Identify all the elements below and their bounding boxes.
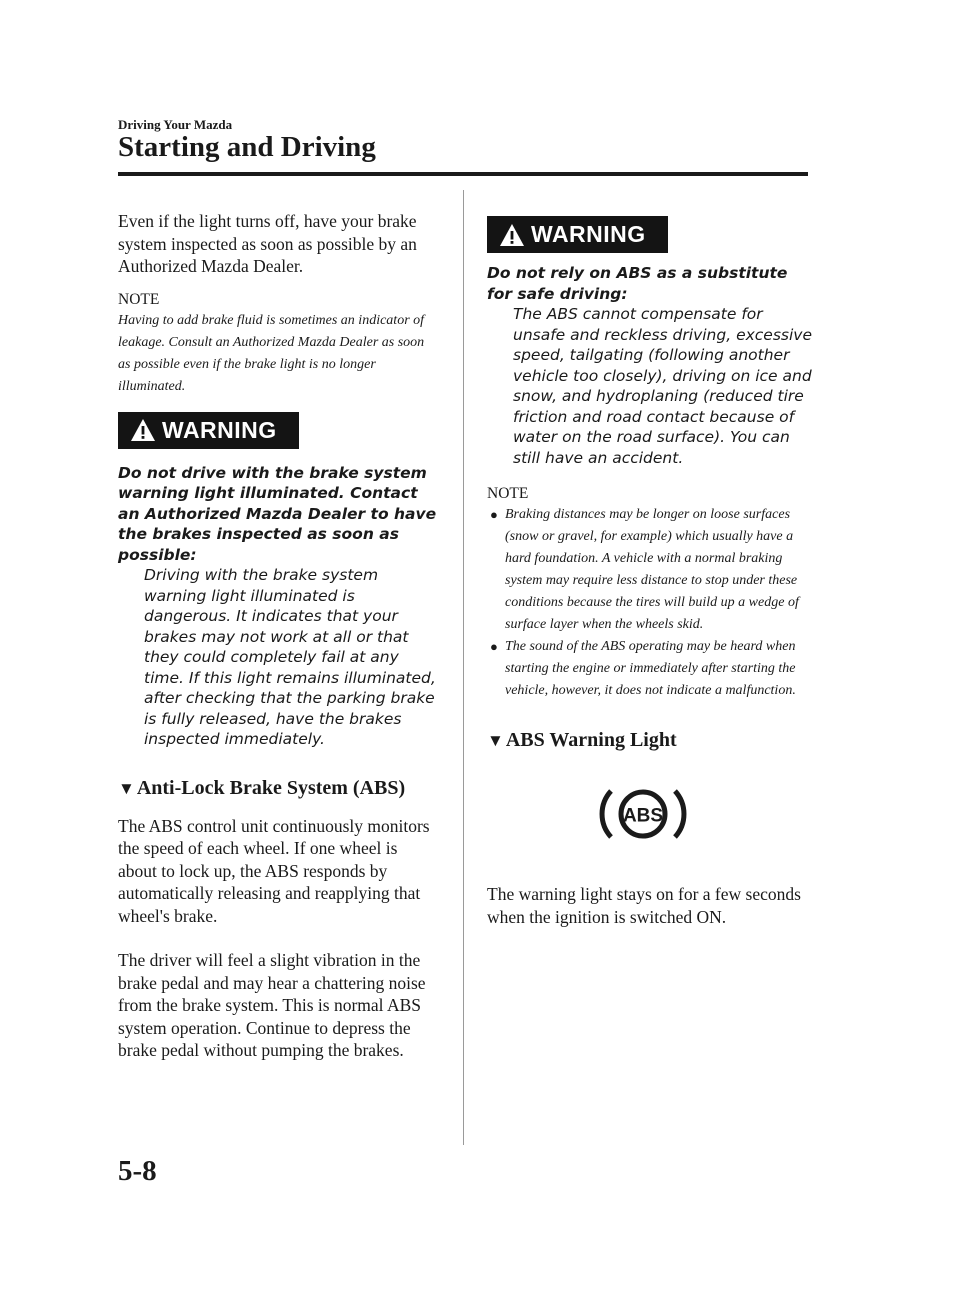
warning-triangle-icon <box>130 418 156 442</box>
note-text: Having to add brake fluid is sometimes an indicator of leakage. Consult an Authorized Mazda Dealer as soon as possible even if the brake light is no longer illuminated. <box>118 312 425 394</box>
column-divider <box>463 190 464 1145</box>
bullet-icon: ● <box>490 507 498 522</box>
warning-title: Do not drive with the brake system warning light illuminated. Contact an Authorized Mazda Dealer to have the brakes inspected as soon as possible: <box>118 463 437 564</box>
header-rule <box>118 172 808 176</box>
section-heading-abs-light: ▼ ABS Warning Light <box>487 729 677 751</box>
section-marker-icon: ▼ <box>118 778 135 798</box>
abs-paragraph-1: The ABS control unit continuously monitors the speed of each wheel. If one wheel is about to lock up, the ABS responds by automatically releasing and reapplying that wheel's brake. <box>118 815 430 926</box>
list-item: ● Braking distances may be longer on loose surfaces (snow or gravel, for example) which usually have a hard foundation. A vehicle with a normal braking system may require less distance to stop under these conditions because the tires will build up a wedge of surface layer when the wheels skid. <box>487 504 812 636</box>
abs-light-paragraph: The warning light stays on for a few seconds when the ignition is switched ON. <box>487 884 801 927</box>
note-list <box>487 504 812 702</box>
abs-icon-text: ABS <box>622 805 663 827</box>
warning-triangle-icon <box>499 223 525 247</box>
warning-label: WARNING <box>162 416 277 443</box>
warning-label: WARNING <box>531 221 646 247</box>
abs-icon-wrap <box>487 783 812 845</box>
warning-badge <box>487 216 668 253</box>
section-marker-icon: ▼ <box>487 731 504 750</box>
chapter-title: Starting and Driving <box>118 131 376 163</box>
running-head: Driving Your Mazda <box>118 117 233 132</box>
note-label: NOTE <box>118 290 160 308</box>
bullet-icon: ● <box>490 639 498 654</box>
left-column <box>118 210 438 1062</box>
list-item: ● The sound of the ABS operating may be heard when starting the engine or immediately after starting the vehicle, however, it does not indicate a malfunction. <box>487 636 812 702</box>
warning-body: Driving with the brake system warning light illuminated is dangerous. It indicates that your brakes may not work at all or that they could completely fail at any time. If this light remains illuminated, after checking that the parking brake is fully released, have the brakes inspected immediately. <box>144 566 436 748</box>
section-heading-abs: ▼ Anti-Lock Brake System (ABS) <box>118 776 406 799</box>
intro-paragraph: Even if the light turns off, have your brake system inspected as soon as possible by an Authorized Mazda Dealer. <box>118 211 417 276</box>
abs-warning-icon <box>595 783 691 845</box>
abs-paragraph-2: The driver will feel a slight vibration in the brake pedal and may hear a chattering noise from the brake system. This is normal ABS system operation. Continue to depress the brake pedal without pumping the brakes. <box>118 950 426 1060</box>
warning-body: The ABS cannot compensate for unsafe and reckless driving, excessive speed, tailgating (following another vehicle too closely), driving on ice and snow, and hydroplaning (reduced tire friction and road contact because of water on the road surface). You can still have an accident. <box>513 305 813 467</box>
page-number: 5-8 <box>118 1155 157 1187</box>
warning-badge <box>118 412 299 449</box>
note-label: NOTE <box>487 485 529 502</box>
right-column <box>487 210 812 928</box>
warning-title: Do not rely on ABS as a substitute for safe driving: <box>487 264 788 303</box>
